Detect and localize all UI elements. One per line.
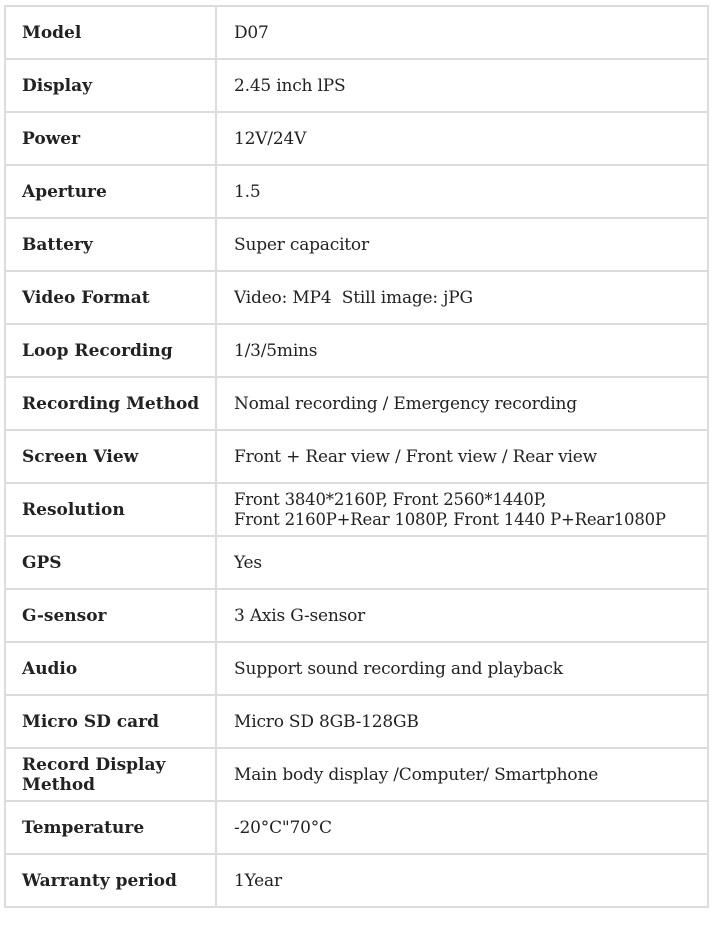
- spec-label: Video Format: [5, 271, 216, 324]
- table-row: [5, 589, 708, 642]
- table-row: [5, 377, 708, 430]
- table-row: [5, 695, 708, 748]
- spec-label: [5, 748, 216, 801]
- table-row: [5, 112, 708, 165]
- spec-label-line: Method: [22, 774, 96, 795]
- spec-value: D07: [216, 6, 708, 59]
- table-row: [5, 642, 708, 695]
- spec-table: [4, 5, 709, 908]
- spec-label: GPS: [5, 536, 216, 589]
- spec-value: Yes: [216, 536, 708, 589]
- spec-value: 2.45 inch lPS: [216, 59, 708, 112]
- spec-value: Front + Rear view / Front view / Rear view: [216, 430, 708, 483]
- table-row: [5, 271, 708, 324]
- table-row: [5, 854, 708, 907]
- table-row: [5, 324, 708, 377]
- table-row: [5, 218, 708, 271]
- spec-value-line: Front 2160P+Rear 1080P, Front 1440 P+Rear1080P: [234, 509, 666, 529]
- spec-value-line: Front 3840*2160P, Front 2560*1440P,: [234, 489, 547, 509]
- spec-label-line: Record Display: [22, 754, 166, 775]
- spec-value: 1Year: [216, 854, 708, 907]
- spec-value: 12V/24V: [216, 112, 708, 165]
- spec-label: Battery: [5, 218, 216, 271]
- table-row: [5, 748, 708, 801]
- spec-value: 1/3/5mins: [216, 324, 708, 377]
- spec-value: Support sound recording and playback: [216, 642, 708, 695]
- spec-label: Warranty period: [5, 854, 216, 907]
- spec-value: 3 Axis G-sensor: [216, 589, 708, 642]
- table-row: [5, 430, 708, 483]
- spec-label: G-sensor: [5, 589, 216, 642]
- spec-label: Power: [5, 112, 216, 165]
- spec-label: Screen View: [5, 430, 216, 483]
- spec-value: Video: MP4 Still image: jPG: [216, 271, 708, 324]
- spec-value: Super capacitor: [216, 218, 708, 271]
- spec-label: Loop Recording: [5, 324, 216, 377]
- spec-value: [216, 483, 708, 536]
- spec-value: 1.5: [216, 165, 708, 218]
- table-row: [5, 59, 708, 112]
- spec-label: Display: [5, 59, 216, 112]
- spec-value: Main body display /Computer/ Smartphone: [216, 748, 708, 801]
- table-row: [5, 801, 708, 854]
- table-row: [5, 165, 708, 218]
- spec-label: Audio: [5, 642, 216, 695]
- spec-label: Micro SD card: [5, 695, 216, 748]
- table-row: [5, 483, 708, 536]
- spec-value: Micro SD 8GB-128GB: [216, 695, 708, 748]
- spec-label: Aperture: [5, 165, 216, 218]
- spec-value: Nomal recording / Emergency recording: [216, 377, 708, 430]
- spec-label: Model: [5, 6, 216, 59]
- spec-label: Recording Method: [5, 377, 216, 430]
- spec-label: Temperature: [5, 801, 216, 854]
- spec-value: -20°C"70°C: [216, 801, 708, 854]
- table-row: [5, 6, 708, 59]
- table-row: [5, 536, 708, 589]
- spec-label: Resolution: [5, 483, 216, 536]
